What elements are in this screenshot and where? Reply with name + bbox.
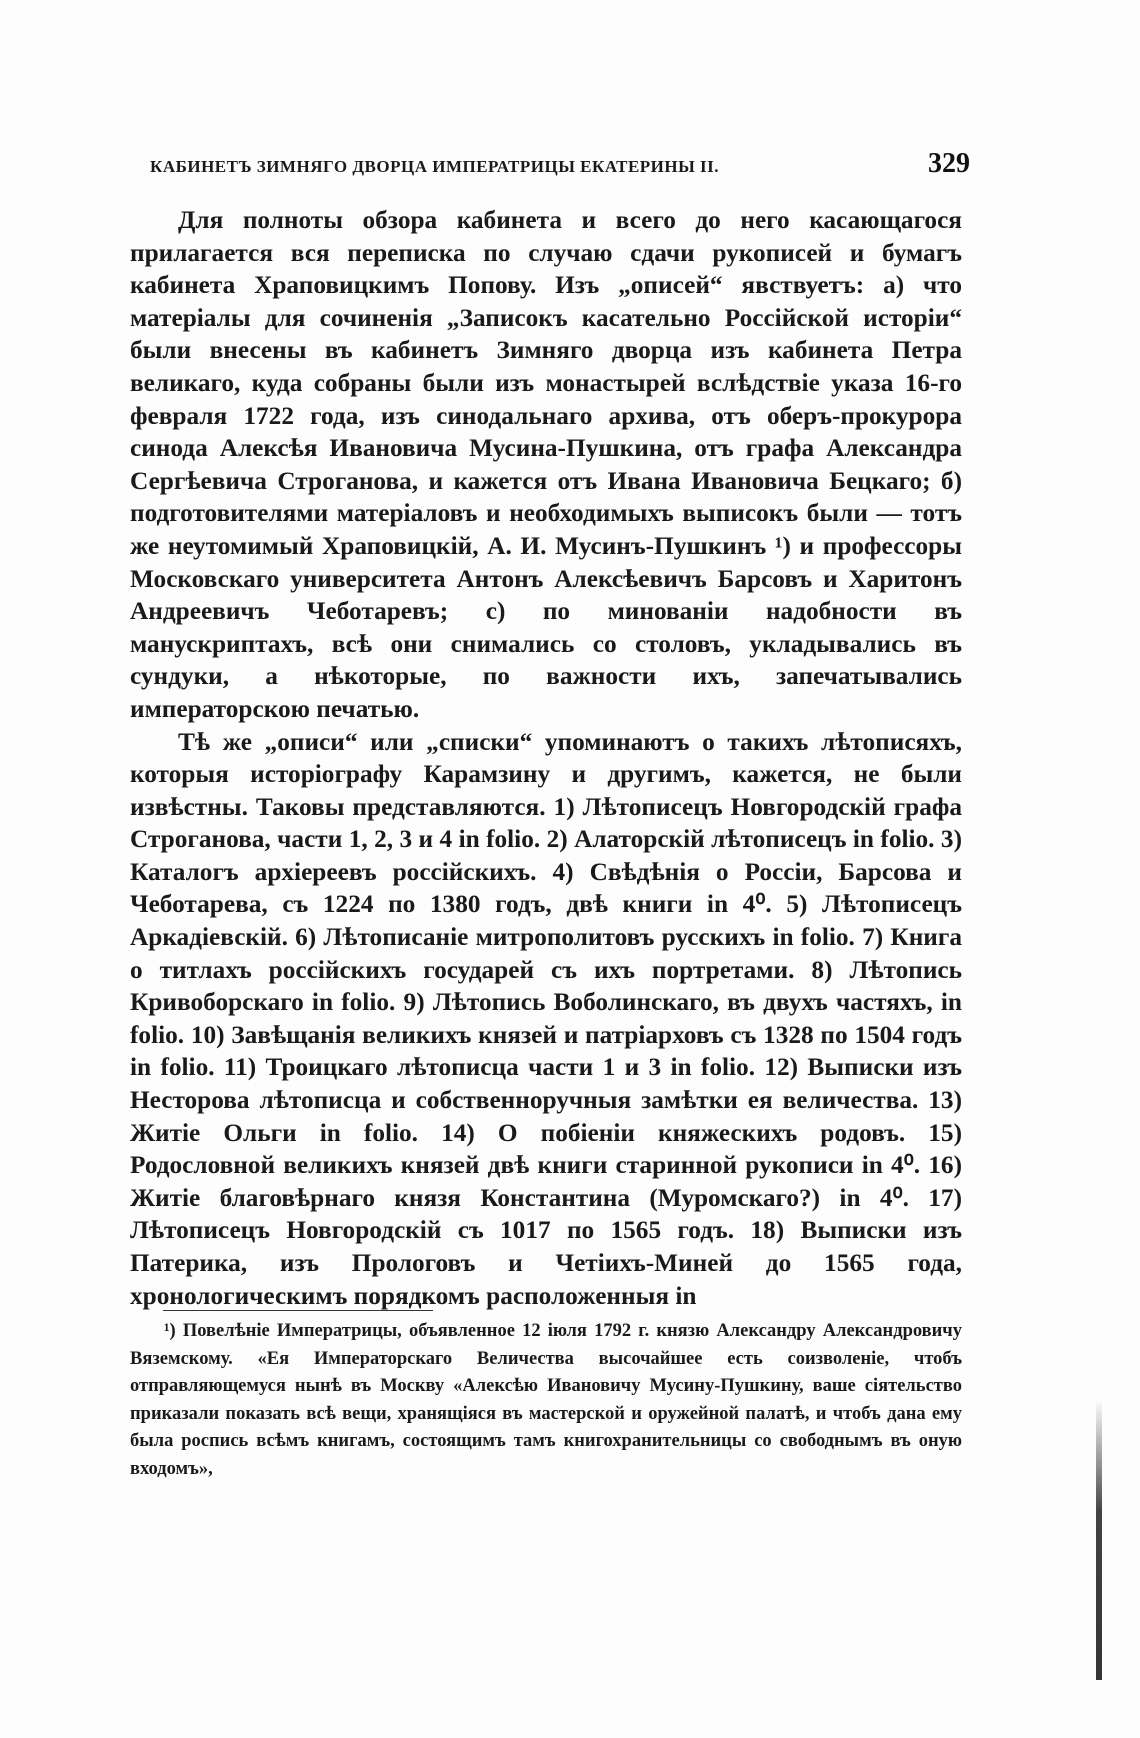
page-header (150, 148, 970, 180)
scan-edge-mark (1096, 1400, 1102, 1680)
running-title: КАБИНЕТЪ ЗИМНЯГО ДВОРЦА ИМПЕРАТРИЦЫ ЕКАТЕРИНЫ II. (150, 157, 720, 176)
page-number: 329 (928, 148, 970, 179)
footnote (130, 1318, 962, 1483)
paragraph: Для полноты обзора кабинета и всего до него касающагося прилагается вся переписка по случаю сдачи рукописей и бумагъ кабинета Храповицкимъ Попову. Изъ „описей“ явствуетъ: а) что матеріалы для сочиненія „Записокъ касательно Россійской исторіи“ были внесены въ кабинетъ Зимняго дворца изъ кабинета Петра великаго, куда собраны были изъ монастырей вслѣдствіе указа 16-го февраля 1722 года, изъ синодальнаго архива, отъ оберъ-прокурора синода Алексѣя Ивановича Мусина-Пушкина, отъ графа Александра Сергѣевича Строганова, и кажется отъ Ивана Ивановича Бецкаго; б) подготовителями матеріаловъ и необходимыхъ выписокъ были — тотъ же неутомимый Храповицкій, А. И. Мусинъ-Пушкинъ ¹) и профессоры Московскаго университета Антонъ Алексѣевичъ Барсовъ и Харитонъ Андреевичъ Чеботаревъ; с) по минованіи надобности въ манускриптахъ, всѣ они снимались со столовъ, укладывались въ сундуки, а нѣкоторые, по важности ихъ, запечатывались императорскою печатью. (130, 206, 962, 723)
footnote-text: ¹) Повелѣніе Императрицы, объявленное 12 іюля 1792 г. князю Александру Александровичу Вяземскому. «Ея Императорскаго Величества высочайшее есть соизволеніе, чтобъ отправляющемуся нынѣ въ Москву «Алексѣю Ивановичу Мусину-Пушкину, ваше сіятельство приказали показать всѣ вещи, хранящіяся въ мастерской и оружейной палатѣ, и чтобъ дана ему была роспись всѣмъ книгамъ, состоящимъ тамъ книгохранительницы со свободнымъ въ оную входомъ», (130, 1321, 962, 1479)
footnote-divider (163, 1310, 433, 1311)
paragraph: Тѣ же „описи“ или „списки“ упоминаютъ о такихъ лѣтописяхъ, которыя исторіографу Карамзину и другимъ, кажется, не были извѣстны. Таковы представляются. 1) Лѣтописецъ Новгородскій графа Строганова, части 1, 2, 3 и 4 in folio. 2) Алаторскій лѣтописецъ in folio. 3) Каталогъ архіереевъ россійскихъ. 4) Свѣдѣнія о Россіи, Барсова и Чеботарева, съ 1224 по 1380 годъ, двѣ книги in 4⁰. 5) Лѣтописецъ Аркадіевскій. 6) Лѣтописаніе митрополитовъ русскихъ in folio. 7) Книга о титлахъ россійскихъ государей съ ихъ портретами. 8) Лѣтопись Кривоборскаго in folio. 9) Лѣтопись Воболинскаго, въ двухъ частяхъ, in folio. 10) Завѣщанія великихъ князей и патріарховъ съ 1328 по 1504 годъ in folio. 11) Троицкаго лѣтописца части 1 и 3 in folio. 12) Выписки изъ Несторова лѣтописца и собственноручныя замѣтки ея величества. 13) Житіе Ольги in folio. 14) О побіеніи княжескихъ родовъ. 15) Родословной великихъ князей двѣ книги старинной рукописи in 4⁰. 16) Житіе благовѣрнаго князя Константина (Муромскаго?) in 4⁰. 17) Лѣтописецъ Новгородскій съ 1017 по 1565 годъ. 18) Выписки изъ Патерика, изъ Прологовъ и Четіихъ-Миней до 1565 года, хронологическимъ порядкомъ расположенныя in (130, 727, 962, 1310)
main-text (130, 204, 962, 1312)
